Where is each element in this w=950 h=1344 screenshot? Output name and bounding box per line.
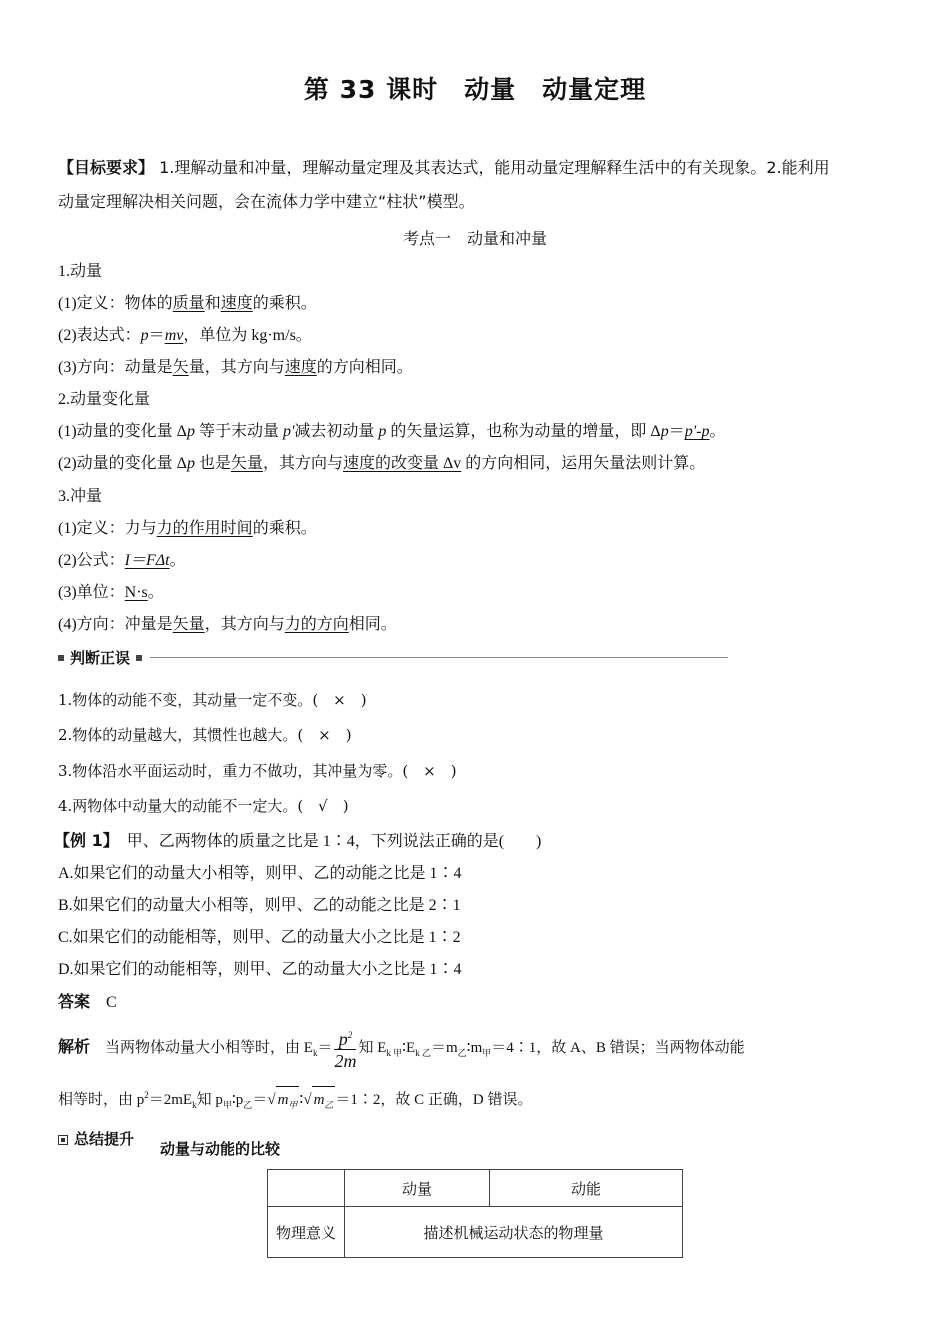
impulse-formula [58,550,186,572]
symbol: p [186,423,195,440]
underlined-term: p'-p [684,423,710,440]
text: 减去初动量 [294,423,379,440]
underlined-term: 速度的改变量 Δv [343,455,462,472]
underlined-term: 矢 [172,359,189,376]
impulse-definition [58,518,317,540]
underlined-term: 质量 [172,295,205,312]
table-header-cell: 动能 [490,1170,683,1207]
page-title: 第 33 课时 动量 动量定理 [303,75,647,104]
underlined-term: 矢量 [172,616,205,633]
analysis-line-2 [58,1082,533,1118]
text: ＝ [252,1092,268,1108]
subscript: k 甲 [386,1048,403,1058]
text: 的矢量运算，也称为动量的增量，即 Δ [386,423,661,440]
text: 量，其方向与 [188,359,285,376]
symbol: p' [282,423,295,440]
comparison-table [267,1169,683,1258]
text: (1)定义：物体的 [58,295,173,312]
option-c: C.如果它们的动能相等，则甲、乙的动量大小之比是 1∶2 [58,929,461,946]
underlined-term: 力的方向 [284,616,349,633]
text: 。 [169,552,186,569]
fraction-numerator [334,1025,356,1050]
text: 当两物体动量大小相等时，由 E [90,1040,313,1056]
impulse-unit [58,582,164,604]
text: ＝m [430,1040,458,1056]
underlined-term: 矢量 [230,455,263,472]
subscript: 乙 [243,1100,253,1110]
text: ∶p [231,1092,244,1108]
text: 相同。 [348,616,397,633]
underlined-term: 速度 [220,295,253,312]
text: ∶ [299,1092,304,1108]
text: 。 [709,423,726,440]
sqrt-icon: √ [267,1092,276,1108]
radicand [312,1086,336,1118]
square-bullet-icon [58,655,64,661]
option-d: D.如果它们的动能相等，则甲、乙的动量大小之比是 1∶4 [58,961,462,978]
symbol: p [660,423,669,440]
impulse-direction [58,614,397,636]
text: ＝ [668,423,685,440]
text: ＝4∶1，故 A、B 错误；当两物体动能 [491,1040,745,1056]
divider [150,657,728,658]
judge-item: 3.物体沿水平面运动时，重力不做功，其冲量为零。( × ) [58,762,457,780]
text: 的乘积。 [252,295,317,312]
momentum-definition [58,293,317,315]
summary-icon [58,1135,68,1145]
table-header-cell: 动量 [345,1170,490,1207]
text: 。 [147,584,164,601]
text: (3)方向：动量是 [58,359,173,376]
judge-header [52,647,148,669]
text: ＝ [148,327,165,344]
subscript: k [312,1048,318,1058]
text: m [313,1092,325,1108]
text: (3)单位： [58,584,125,601]
text: m [277,1092,289,1108]
text: 知 p [196,1092,223,1108]
answer-value: C [90,994,117,1011]
summary-subtitle: 动量与动能的比较 [160,1140,281,1158]
superscript: 2 [347,1030,353,1041]
momentum-heading: 1.动量 [58,263,103,280]
change-line-1 [58,421,725,443]
underlined-term: 力的作用时间 [156,520,253,537]
symbol: p [378,423,387,440]
subscript: 甲 [222,1100,232,1110]
text: 也是 [194,455,231,472]
sqrt-icon: √ [303,1092,312,1108]
text: 和 [204,295,221,312]
table-cell: 物理意义 [268,1207,345,1258]
text: ∶E [402,1040,416,1056]
subscript: 乙 [457,1048,467,1058]
text: ，其方向与 [262,455,343,472]
subscript: 甲 [288,1100,298,1110]
section-title: 考点一 动量和冲量 [402,229,547,248]
table-cell: 描述机械运动状态的物理量 [345,1207,683,1258]
analysis-label: 解析 [58,1037,91,1056]
square-bullet-icon [136,655,142,661]
judge-item: 2.物体的动量越大，其惯性也越大。( × ) [58,726,352,744]
goal-line-1 [58,157,830,179]
symbol: p [140,327,149,344]
momentum-direction [58,357,413,379]
table-row [268,1207,683,1258]
goal-line-2: 动量定理解决相关问题，会在流体力学中建立“柱状”模型。 [58,192,475,211]
underlined-term: N·s [124,584,148,601]
text: 等于末动量 [194,423,283,440]
goal-label: 【目标要求】 [58,158,155,177]
answer-line [58,991,117,1014]
text: 知 E [358,1040,387,1056]
change-line-2 [58,453,705,475]
subscript: k [192,1100,197,1110]
text: (2)动量的变化量 Δ [58,455,187,472]
underlined-term: I＝FΔt [124,552,170,569]
judge-item: 4.两物体中动量大的动能不一定大。( √ ) [58,797,349,815]
subscript: k 乙 [415,1048,431,1058]
subscript: 乙 [324,1100,334,1110]
text: 相等时，由 p [58,1092,145,1108]
momentum-expression [58,325,312,347]
text: (2)公式： [58,552,125,569]
text: ＝2mE [148,1092,193,1108]
judge-label: 判断正误 [70,649,131,667]
text: (4)方向：冲量是 [58,616,173,633]
text: ，单位为 kg·m/s。 [183,327,312,344]
radicand [276,1086,300,1118]
fraction [334,1025,356,1072]
text: 的方向相同。 [316,359,413,376]
option-a: A.如果它们的动量大小相等，则甲、乙的动能之比是 1∶4 [58,865,462,882]
text: (2)表达式： [58,327,141,344]
text: (1)动量的变化量 Δ [58,423,187,440]
text: 甲、乙两物体的质量之比是 1∶4，下列说法正确的是( ) [110,833,542,850]
text: 的方向相同，运用矢量法则计算。 [461,455,706,472]
fraction-denominator: 2m [334,1051,357,1072]
answer-label: 答案 [58,992,91,1011]
text: ＝1∶2，故 C 正确，D 错误。 [335,1092,533,1108]
text: (1)定义：力与 [58,520,157,537]
judge-item: 1.物体的动能不变，其动量一定不变。( × ) [58,691,367,709]
change-heading: 2.动量变化量 [58,391,151,408]
text: ∶m [466,1040,483,1056]
symbol: p [186,455,195,472]
superscript: 2 [144,1090,149,1100]
goal-text-1: 1.理解动量和冲量，理解动量定理及其表达式，能用动量定理解释生活中的有关现象。2.能利用 [154,158,830,177]
table-row [268,1170,683,1207]
text: ＝ [317,1040,333,1056]
text: p [338,1029,348,1050]
underlined-term: mv [164,327,184,344]
text: 的乘积。 [252,520,317,537]
analysis-line-1 [58,1025,745,1075]
example-stem [54,830,541,853]
impulse-heading: 3.冲量 [58,488,103,505]
table-header-cell [268,1170,345,1207]
summary-label: 总结提升 [74,1130,135,1148]
subscript: 甲 [482,1048,492,1058]
example-label: 【例 1】 [54,831,111,850]
text: ，其方向与 [204,616,285,633]
summary-header [58,1128,134,1150]
option-b: B.如果它们的动量大小相等，则甲、乙的动能之比是 2∶1 [58,897,461,914]
underlined-term: 速度 [284,359,317,376]
